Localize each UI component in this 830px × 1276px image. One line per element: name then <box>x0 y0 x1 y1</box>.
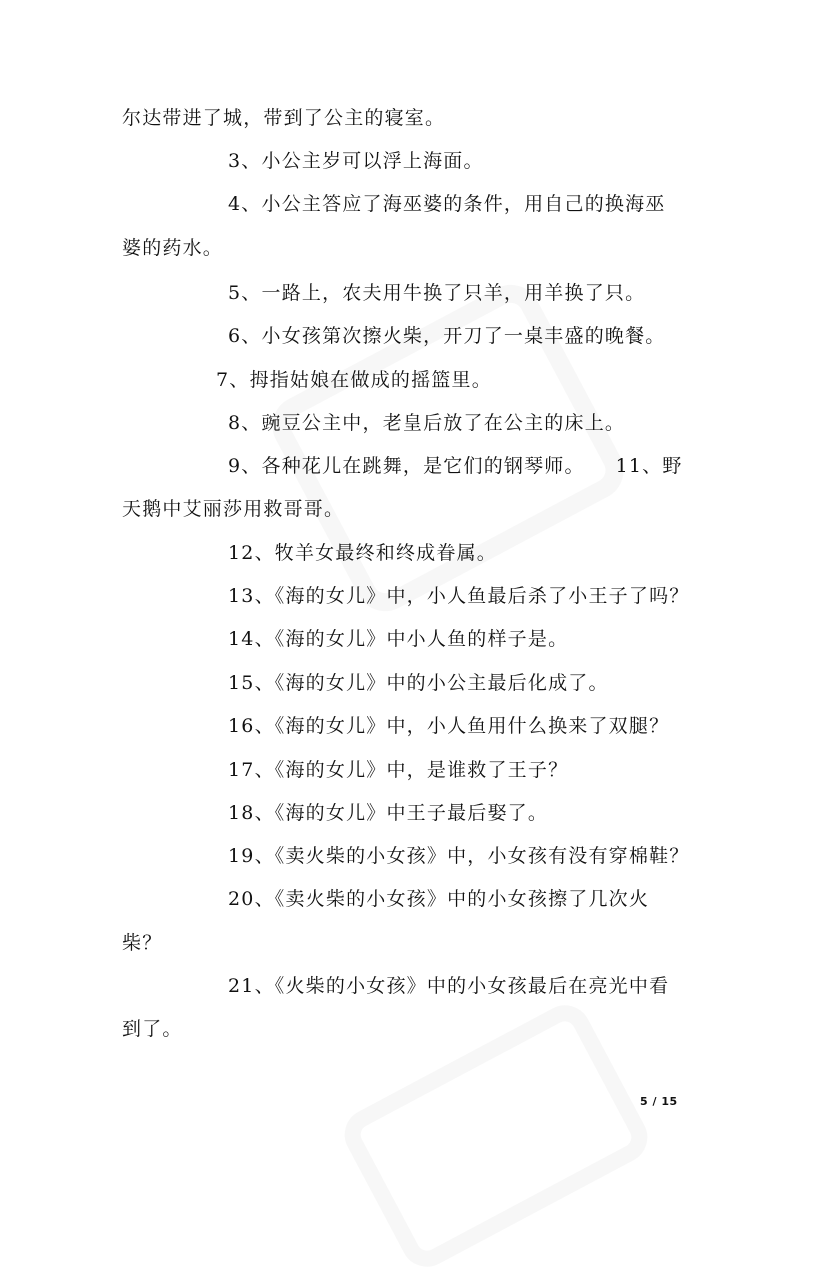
text-line: 5、一路上，农夫用牛换了只羊，用羊换了只。 <box>228 282 646 304</box>
text-line: 6、小女孩第次擦火柴，开刀了一桌丰盛的晚餐。 <box>228 325 666 347</box>
page-number: 5 / 15 <box>640 1095 678 1108</box>
text-line: 7、拇指姑娘在做成的摇篮里。 <box>216 369 492 391</box>
text-line: 17、《海的女儿》中，是谁救了王子？ <box>228 759 569 781</box>
text-line: 到了。 <box>122 1018 183 1040</box>
text-line: 4、小公主答应了海巫婆的条件，用自己的换海巫 <box>228 193 666 215</box>
text-line: 13、《海的女儿》中，小人鱼最后杀了小王子了吗？ <box>228 585 690 607</box>
text-line: 15、《海的女儿》中的小公主最后化成了。 <box>228 672 609 694</box>
text-line: 20、《卖火柴的小女孩》中的小女孩擦了几次火 <box>228 888 650 910</box>
text-line: 16、《海的女儿》中，小人鱼用什么换来了双腿？ <box>228 715 670 737</box>
text-line: 19、《卖火柴的小女孩》中，小女孩有没有穿棉鞋？ <box>228 845 690 867</box>
text-line: 14、《海的女儿》中小人鱼的样子是。 <box>228 628 569 650</box>
text-line: 12、牧羊女最终和终成眷属。 <box>228 542 497 564</box>
text-line: 天鹅中艾丽莎用救哥哥。 <box>122 498 345 520</box>
text-line: 尔达带进了城，带到了公主的寝室。 <box>122 107 446 129</box>
watermark <box>336 996 657 1276</box>
text-line: 8、豌豆公主中，老皇后放了在公主的床上。 <box>228 412 626 434</box>
text-line: 21、《火柴的小女孩》中的小女孩最后在亮光中看 <box>228 975 670 997</box>
text-line: 柴？ <box>122 932 163 954</box>
text-line: 9、各种花儿在跳舞，是它们的钢琴师。 11、野 <box>228 455 683 477</box>
text-line: 婆的药水。 <box>122 237 224 259</box>
text-line: 3、小公主岁可以浮上海面。 <box>228 150 484 172</box>
text-line: 18、《海的女儿》中王子最后娶了。 <box>228 802 549 824</box>
